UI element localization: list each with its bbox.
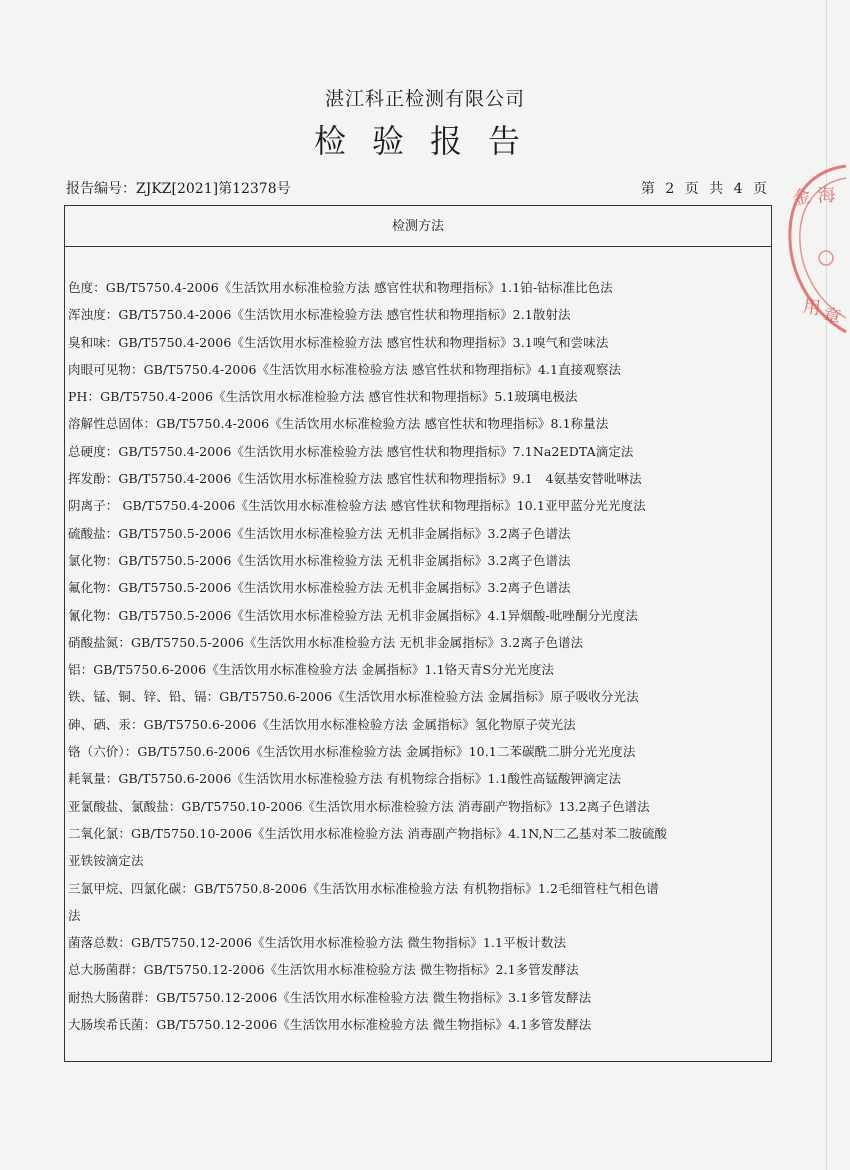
method-line: 臭和味：GB/T5750.4-2006《生活饮用水标准检验方法 感官性状和物理指标》3.1嗅气和尝味法	[68, 334, 609, 350]
method-line: 三氯甲烷、四氯化碳：GB/T5750.8-2006《生活饮用水标准检验方法 有机物指标》1.2毛细管柱气相色谱	[68, 880, 659, 896]
methods-list	[68, 274, 768, 1038]
method-line: 耗氧量：GB/T5750.6-2006《生活饮用水标准检验方法 有机物综合指标》1.1酸性高锰酸钾滴定法	[68, 771, 622, 787]
method-line: 砷、硒、汞：GB/T5750.6-2006《生活饮用水标准检验方法 金属指标》氢化物原子荧光法	[68, 716, 576, 732]
method-line: 总硬度：GB/T5750.4-2006《生活饮用水标准检验方法 感官性状和物理指标》7.1Na2EDTA滴定法	[68, 443, 634, 459]
method-line: 法	[68, 907, 81, 923]
method-line: 耐热大肠菌群：GB/T5750.12-2006《生活饮用水标准检验方法 微生物指标》3.1多管发酵法	[68, 989, 592, 1005]
method-line: 二氧化氯：GB/T5750.10-2006《生活饮用水标准检验方法 消毒副产物指标》4.1N,N二乙基对苯二胺硫酸	[68, 825, 668, 841]
method-line: 总大肠菌群：GB/T5750.12-2006《生活饮用水标准检验方法 微生物指标》2.1多管发酵法	[68, 962, 579, 978]
method-line: 浑浊度：GB/T5750.4-2006《生活饮用水标准检验方法 感官性状和物理指标》2.1散射法	[68, 307, 571, 323]
svg-text:用: 用	[801, 296, 823, 320]
svg-text:金: 金	[790, 185, 813, 210]
method-line: 氟化物：GB/T5750.5-2006《生活饮用水标准检验方法 无机非金属指标》3.2离子色谱法	[68, 580, 571, 596]
methods-table	[64, 205, 772, 1062]
company-seal-stamp	[786, 160, 850, 340]
method-line: 溶解性总固体：GB/T5750.4-2006《生活饮用水标准检验方法 感官性状和物理指标》8.1称量法	[68, 416, 609, 432]
method-line: 硫酸盐：GB/T5750.5-2006《生活饮用水标准检验方法 无机非金属指标》3.2离子色谱法	[68, 525, 571, 541]
method-line: 铬（六价）：GB/T5750.6-2006《生活饮用水标准检验方法 金属指标》10.1二苯碳酰二肼分光光度法	[68, 744, 636, 760]
method-line: 铝：GB/T5750.6-2006《生活饮用水标准检验方法 金属指标》1.1铬天青S分光光度法	[68, 662, 555, 678]
svg-text:章: 章	[820, 304, 844, 330]
method-line: 肉眼可见物：GB/T5750.4-2006《生活饮用水标准检验方法 感官性状和物理指标》4.1直接观察法	[68, 361, 622, 377]
method-line: 氯化物：GB/T5750.5-2006《生活饮用水标准检验方法 无机非金属指标》3.2离子色谱法	[68, 552, 571, 568]
method-line: 阴离子： GB/T5750.4-2006《生活饮用水标准检验方法 感官性状和物理指标》10.1亚甲蓝分光光度法	[68, 498, 646, 514]
report-number: 报告编号：ZJKZ[2021]第12378号	[66, 181, 291, 197]
report-title: 检验报告	[313, 122, 546, 160]
page-indicator: 第 2 页 共 4 页	[640, 181, 770, 197]
method-line: 亚铁铵滴定法	[68, 853, 144, 869]
method-line: 亚氯酸盐、氯酸盐：GB/T5750.10-2006《生活饮用水标准检验方法 消毒副产物指标》13.2离子色谱法	[68, 798, 650, 814]
method-line: 大肠埃希氏菌：GB/T5750.12-2006《生活饮用水标准检验方法 微生物指标》4.1多管发酵法	[68, 1017, 592, 1033]
svg-text:海: 海	[816, 184, 837, 207]
method-line: 铁、锰、铜、锌、铅、镉：GB/T5750.6-2006《生活饮用水标准检验方法 金属指标》原子吸收分光法	[68, 689, 639, 705]
method-line: PH：GB/T5750.4-2006《生活饮用水标准检验方法 感官性状和物理指标》5.1玻璃电极法	[68, 389, 578, 405]
method-line: 菌落总数：GB/T5750.12-2006《生活饮用水标准检验方法 微生物指标》1.1平板计数法	[68, 935, 567, 951]
scan-edge-line	[826, 0, 827, 1170]
method-line: 氰化物：GB/T5750.5-2006《生活饮用水标准检验方法 无机非金属指标》4.1异烟酸-吡唑酮分光度法	[68, 607, 638, 623]
method-line: 色度：GB/T5750.4-2006《生活饮用水标准检验方法 感官性状和物理指标》1.1铂-钴标准比色法	[68, 280, 613, 295]
company-name: 湛江科正检测有限公司	[324, 88, 525, 110]
method-line: 挥发酚：GB/T5750.4-2006《生活饮用水标准检验方法 感官性状和物理指标》9.1 4氨基安替吡啉法	[68, 471, 642, 487]
method-line: 硝酸盐氮：GB/T5750.5-2006《生活饮用水标准检验方法 无机非金属指标》3.2离子色谱法	[68, 634, 584, 650]
section-title: 检测方法	[65, 206, 771, 247]
